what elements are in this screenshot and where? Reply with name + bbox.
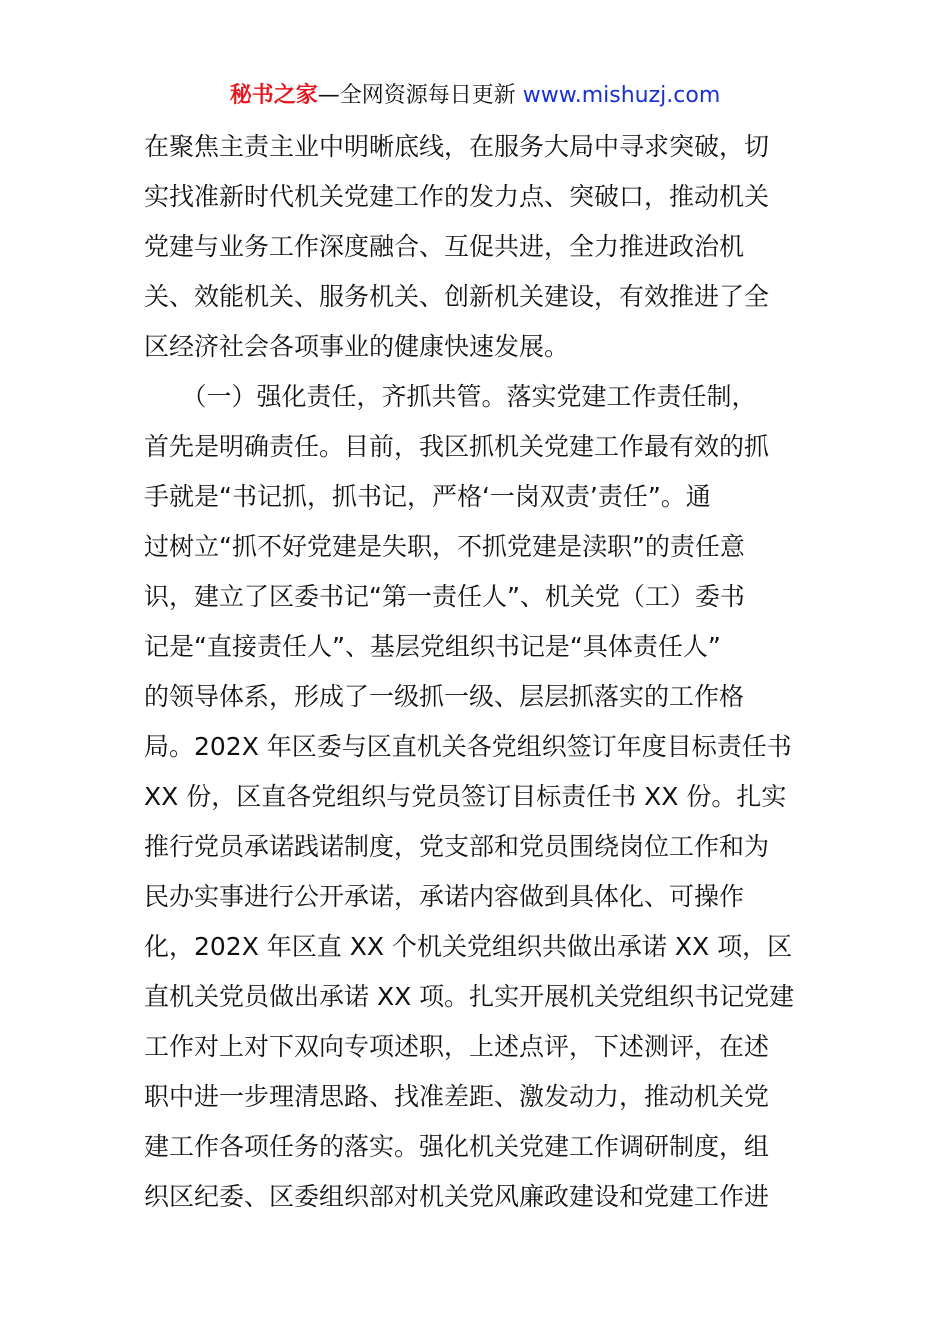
text-line: 过树立“抓不好党建是失职，不抓党建是渎职”的责任意 — [144, 532, 745, 561]
site-header — [0, 80, 950, 112]
header-tagline: —全网资源每日更新 — [317, 83, 516, 108]
text-line: 建工作各项任务的落实。强化机关党建工作调研制度，组 — [144, 1132, 770, 1161]
document-body — [144, 122, 816, 1222]
text-line: 识，建立了区委书记“第一责任人”、机关党（工）委书 — [144, 582, 745, 611]
text-line: 实找准新时代机关党建工作的发力点、突破口，推动机关 — [144, 182, 770, 211]
text-line: 直机关党员做出承诺 XX 项。扎实开展机关党组织书记党建 — [144, 982, 795, 1011]
text-line: 化，202X 年区直 XX 个机关党组织共做出承诺 XX 项，区 — [144, 932, 793, 961]
text-line: 民办实事进行公开承诺，承诺内容做到具体化、可操作 — [144, 882, 745, 911]
text-line: 的领导体系，形成了一级抓一级、层层抓落实的工作格 — [144, 682, 745, 711]
text-line: XX 份，区直各党组织与党员签订目标责任书 XX 份。扎实 — [144, 782, 787, 811]
paragraph-heading-line: （一）强化责任，齐抓共管。落实党建工作责任制， — [144, 382, 757, 411]
text-line: 手就是“书记抓，抓书记，严格‘一岗双责’责任”。通 — [144, 482, 711, 511]
brand-name: 秘书之家 — [229, 83, 318, 108]
text-line: 首先是明确责任。目前，我区抓机关党建工作最有效的抓 — [144, 432, 770, 461]
text-line: 记是“直接责任人”、基层党组织书记是“具体责任人” — [144, 632, 721, 661]
text-line: 局。202X 年区委与区直机关各党组织签订年度目标责任书 — [144, 732, 792, 761]
text-line: 党建与业务工作深度融合、互促共进，全力推进政治机 — [144, 232, 745, 261]
text-line: 区经济社会各项事业的健康快速发展。 — [144, 332, 570, 361]
text-line: 职中进一步理清思路、找准差距、激发动力，推动机关党 — [144, 1082, 770, 1111]
text-line: 在聚焦主责主业中明晰底线，在服务大局中寻求突破，切 — [144, 132, 770, 161]
text-line: 工作对上对下双向专项述职，上述点评，下述测评，在述 — [144, 1032, 770, 1061]
site-url[interactable]: www.mishuzj.com — [522, 83, 721, 108]
text-line: 织区纪委、区委组织部对机关党风廉政建设和党建工作进 — [144, 1182, 770, 1211]
text-line: 关、效能机关、服务机关、创新机关建设，有效推进了全 — [144, 282, 770, 311]
text-line: 推行党员承诺践诺制度，党支部和党员围绕岗位工作和为 — [144, 832, 770, 861]
